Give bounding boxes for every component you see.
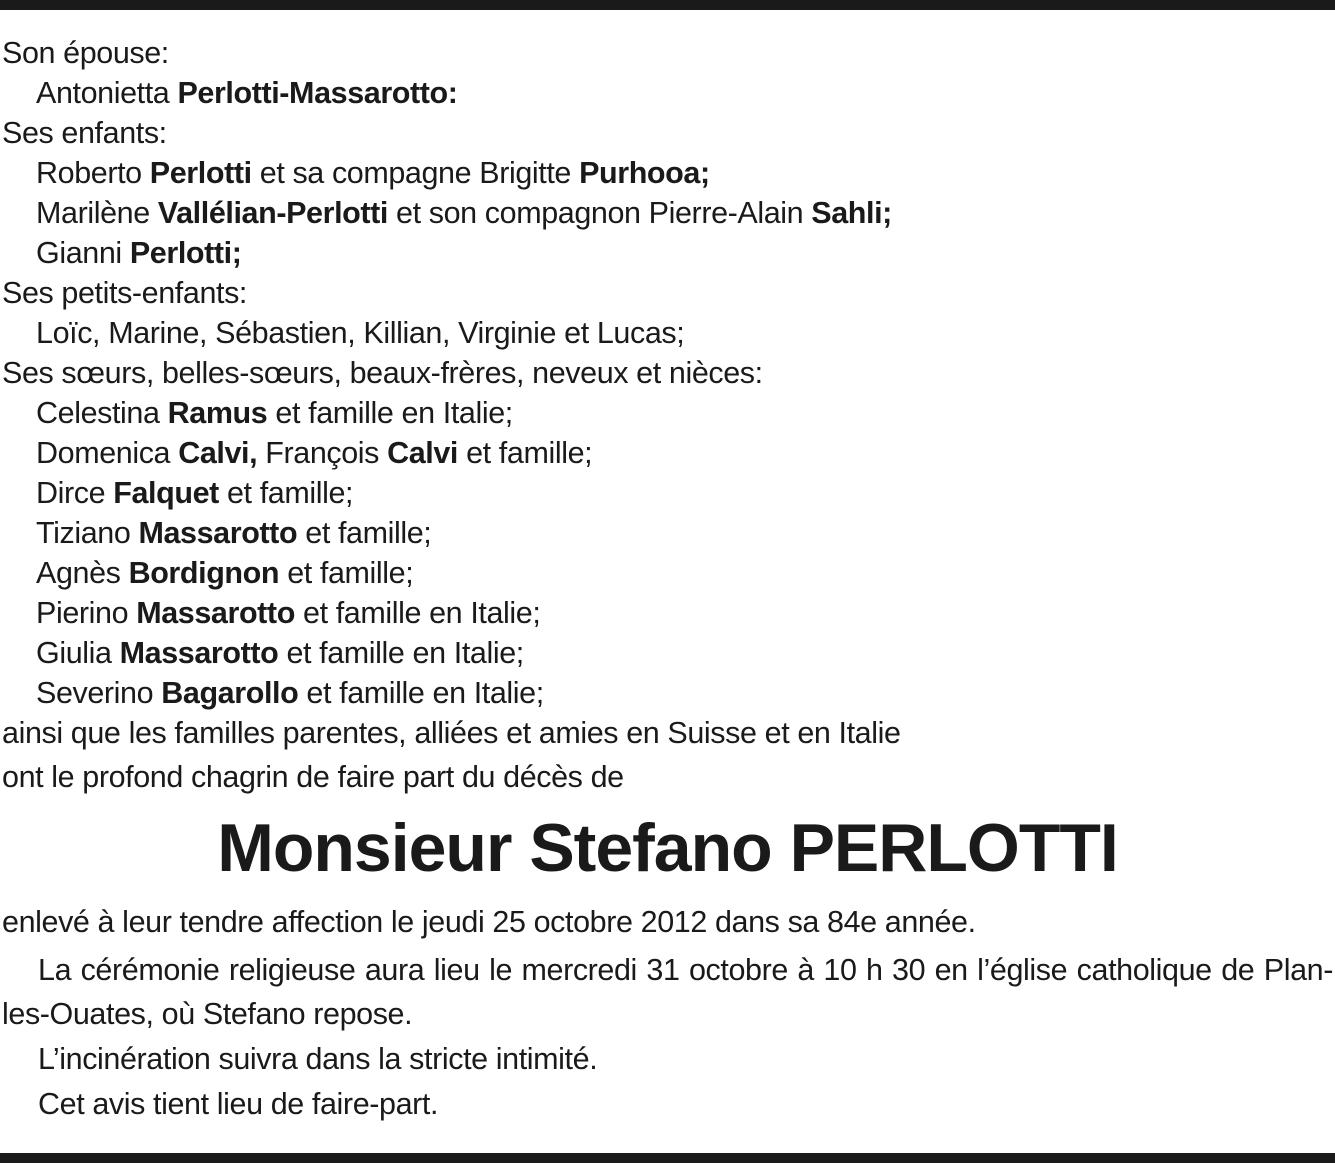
sibling-entry: [2, 633, 1333, 673]
bottom-border-rule: [0, 1153, 1335, 1163]
child-surname: Perlotti;: [129, 236, 242, 270]
sibling-entry: [2, 433, 1333, 473]
sibling-family-text: et famille en Italie;: [275, 396, 513, 430]
sibling-family-text: et famille;: [305, 516, 432, 550]
child-first-name: Roberto: [36, 156, 142, 190]
sibling-first-name: Domenica: [36, 436, 171, 470]
sibling-surname: Calvi,: [178, 436, 258, 470]
sibling-first-name: Dirce: [36, 476, 106, 510]
sibling-first-name: Pierino: [36, 596, 129, 630]
sibling-first-name: Agnès: [36, 556, 121, 590]
spouse-entry: [2, 73, 1333, 113]
sibling-surname-2: Calvi: [387, 436, 459, 470]
sibling-family-text: et famille en Italie;: [303, 596, 541, 630]
sibling-surname: Massarotto: [119, 636, 279, 670]
notice-line: Cet avis tient lieu de faire-part.: [38, 1087, 439, 1121]
sibling-family-text: et famille;: [466, 436, 593, 470]
ceremony-paragraph: La cérémonie religieuse aura lieu le mercredi 31 octobre à 10 h 30 en l’église catholique de Plan-les-Ouates, où Stefano repose.: [2, 953, 1333, 1031]
cremation-line: L’incinération suivra dans la stricte intimité.: [38, 1042, 598, 1076]
sibling-family-text: et famille;: [226, 476, 354, 510]
sibling-surname: Bordignon: [128, 556, 280, 590]
siblings-heading: Ses sœurs, belles-sœurs, beaux-frères, neveux et nièces:: [2, 356, 763, 390]
sibling-first-name: Celestina: [36, 396, 160, 430]
child-partner-text: et sa compagne Brigitte: [259, 156, 571, 190]
child-surname: Vallélian-Perlotti: [157, 196, 388, 230]
child-entry-roberto: [2, 153, 1333, 193]
sibling-entry: [2, 673, 1333, 713]
child-entry-gianni: [2, 233, 1333, 273]
sibling-surname: Massarotto: [136, 596, 295, 630]
sibling-first-name: Severino: [36, 676, 154, 710]
sibling-first-name: Giulia: [36, 636, 112, 670]
sibling-entry: [2, 513, 1333, 553]
sibling-first-name-2: François: [265, 436, 380, 470]
child-partner-surname: Sahli;: [811, 196, 892, 230]
children-heading: Ses enfants:: [2, 116, 167, 150]
sibling-entry: [2, 393, 1333, 433]
sibling-first-name: Tiziano: [36, 516, 131, 550]
sibling-entry: [2, 553, 1333, 593]
child-surname: Perlotti: [149, 156, 252, 190]
sibling-surname: Falquet: [113, 476, 219, 510]
sibling-surname: Bagarollo: [161, 676, 299, 710]
child-first-name: Marilène: [36, 196, 150, 230]
obituary-notice: [2, 33, 1333, 1126]
spouse-surname: Perlotti-Massarotto:: [177, 76, 458, 110]
sibling-family-text: et famille en Italie;: [306, 676, 544, 710]
sibling-entry: [2, 593, 1333, 633]
sibling-family-text: et famille en Italie;: [286, 636, 524, 670]
sibling-surname: Massarotto: [138, 516, 298, 550]
grandchildren-names: Loïc, Marine, Sébastien, Killian, Virginie et Lucas;: [36, 316, 685, 350]
spouse-first-name: Antonietta: [36, 76, 170, 110]
date-of-death-line: enlevé à leur tendre affection le jeudi 25 octobre 2012 dans sa 84e année.: [2, 905, 976, 939]
child-entry-marilene: [2, 193, 1333, 233]
sibling-entry: [2, 473, 1333, 513]
spouse-heading: Son épouse:: [2, 36, 169, 70]
grandchildren-heading: Ses petits-enfants:: [2, 276, 248, 310]
child-partner-surname: Purhooa;: [579, 156, 710, 190]
extended-families-line: ainsi que les familles parentes, alliées et amies en Suisse et en Italie: [2, 716, 901, 750]
sibling-family-text: et famille;: [287, 556, 414, 590]
top-border-rule: [0, 0, 1335, 10]
announcement-line: ont le profond chagrin de faire part du décès de: [2, 760, 624, 794]
sibling-surname: Ramus: [167, 396, 268, 430]
child-partner-text: et son compagnon Pierre-Alain: [396, 196, 804, 230]
child-first-name: Gianni: [36, 236, 122, 270]
deceased-name: Monsieur Stefano PERLOTTI: [217, 810, 1118, 886]
